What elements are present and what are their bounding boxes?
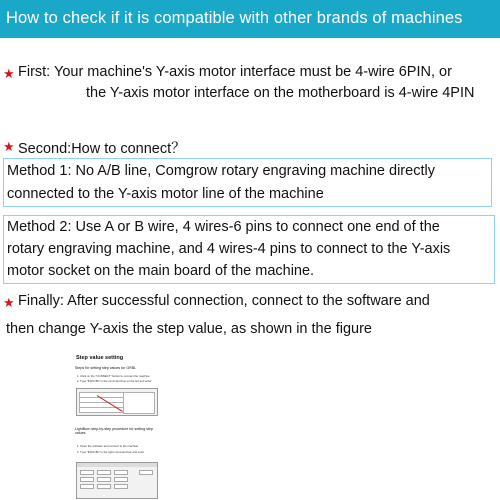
lightburn-screenshot bbox=[76, 462, 158, 499]
method-1-box bbox=[3, 158, 492, 207]
screenshot-cell bbox=[80, 477, 94, 482]
banner-title: How to check if it is compatible with other brands of machines bbox=[6, 9, 463, 27]
screenshot-cell bbox=[97, 470, 111, 475]
figure-step-3: 1. Open the software and connect to the machine bbox=[77, 444, 139, 448]
header-banner bbox=[0, 0, 500, 38]
screenshot-cell bbox=[114, 484, 128, 489]
screenshot-cell bbox=[139, 470, 153, 475]
second-line-1: Second:How to connect？ bbox=[18, 141, 186, 157]
screenshot-cell bbox=[97, 477, 111, 482]
screenshot-titlebar bbox=[77, 463, 157, 467]
star-bullet-icon: ★ bbox=[3, 139, 15, 154]
first-line-2: the Y-axis motor interface on the motherboard is 4-wire 4PIN bbox=[86, 85, 475, 101]
method-1-line-2: connected to the Y-axis motor line of the machine bbox=[7, 186, 324, 202]
figure-step-2: 2. Type "$101=80" in the command box on the left and enter bbox=[77, 379, 152, 383]
figure-section-2: LightBurn step-by-step procedure for setting step values bbox=[75, 427, 153, 436]
screenshot-cell bbox=[80, 470, 94, 475]
finally-line-1: Finally: After successful connection, connect to the software and bbox=[18, 293, 430, 309]
screenshot-panel bbox=[123, 392, 155, 414]
figure-subtitle: Steps for setting step values for GRBL bbox=[75, 366, 137, 370]
finally-line-2: then change Y-axis the step value, as shown in the figure bbox=[6, 321, 372, 337]
grbl-screenshot bbox=[76, 388, 158, 416]
screenshot-cell bbox=[114, 477, 128, 482]
method-2-line-2: rotary engraving machine, and 4 wires-4 pins to connect to the Y-axis bbox=[7, 241, 451, 257]
step-value-figure bbox=[66, 352, 166, 500]
figure-step-4: 2. Type "$101=80" in the right command bar and enter bbox=[77, 450, 145, 454]
method-2-line-1: Method 2: Use A or B wire, 4 wires-6 pins to connect one end of the bbox=[7, 219, 440, 235]
screenshot-cell bbox=[97, 484, 111, 489]
first-line-1: First: Your machine's Y-axis motor interface must be 4-wire 6PIN, or bbox=[18, 64, 452, 80]
star-bullet-icon: ★ bbox=[3, 295, 15, 310]
star-bullet-icon: ★ bbox=[3, 66, 15, 81]
figure-step-1: 1. Click on the "CONNECT" button to connect the machine bbox=[77, 374, 150, 378]
method-2-line-3: motor socket on the main board of the machine. bbox=[7, 263, 315, 279]
method-2-box bbox=[3, 215, 495, 284]
method-1-line-1: Method 1: No A/B line, Comgrow rotary engraving machine directly bbox=[7, 163, 435, 179]
screenshot-cell bbox=[114, 470, 128, 475]
figure-title: Step value setting bbox=[76, 355, 124, 361]
screenshot-cell bbox=[80, 484, 94, 489]
